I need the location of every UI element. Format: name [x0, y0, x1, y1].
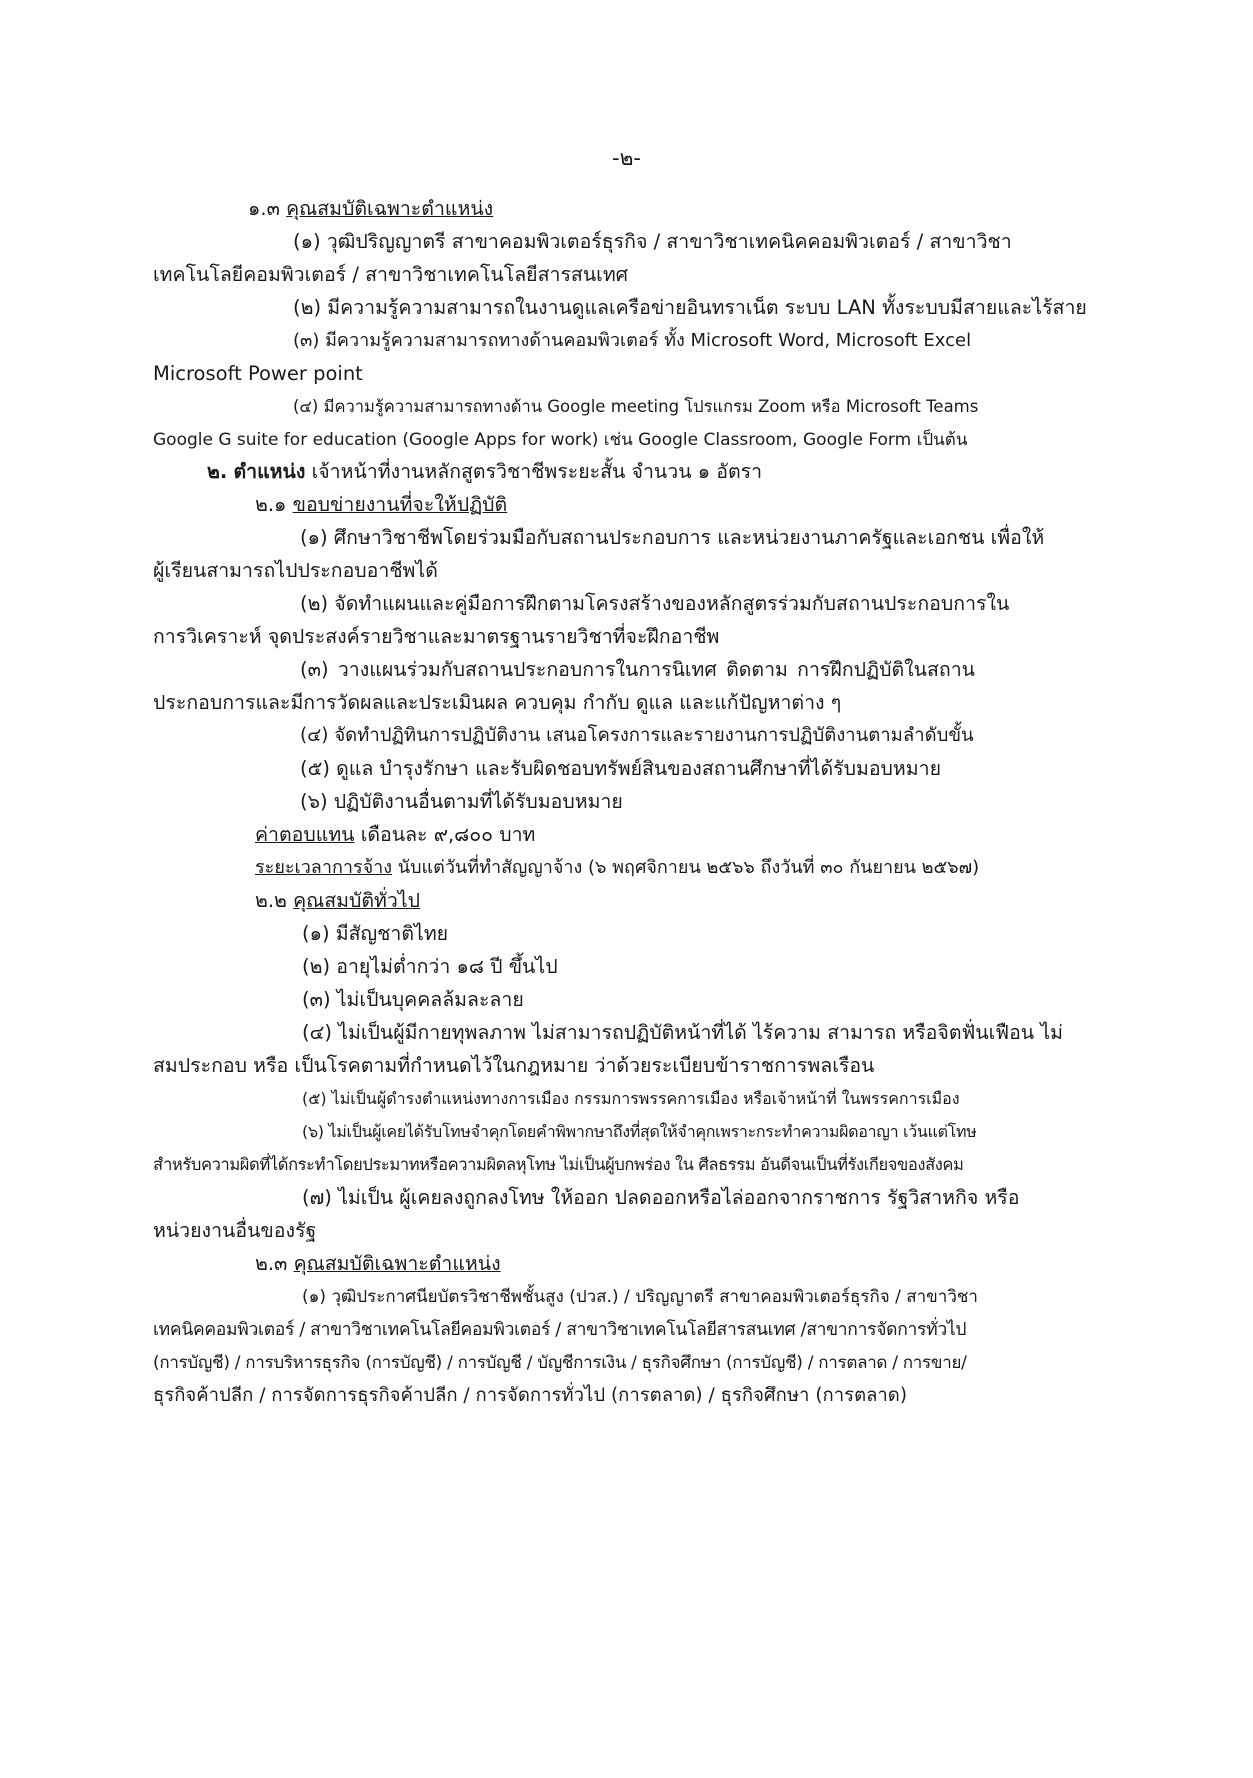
paragraph-line: (๑) มีสัญชาติไทย: [302, 922, 449, 945]
paragraph-line: (๗) ไม่เป็น ผู้เคยลงถูกลงโทษ ให้ออก ปลดออกหรือไล่ออกจากราชการ รัฐวิสาหกิจ หรือ: [302, 1186, 1020, 1209]
paragraph-line: หน่วยงานอื่นของรัฐ: [153, 1219, 317, 1242]
section-title: คุณสมบัติเฉพาะตำแหน่ง: [293, 1252, 501, 1275]
period-label: ระยะเวลาการจ้าง: [255, 857, 393, 878]
paragraph-line: (๒) มีความรู้ความสามารถในงานดูแลเครือข่ายอินทราเน็ต ระบบ LAN ทั้งระบบมีสายและไร้สาย: [293, 296, 1087, 319]
paragraph-line: (๕) ดูแล บำรุงรักษา และรับผิดชอบทรัพย์สินของสถานศึกษาที่ได้รับมอบหมาย: [300, 757, 941, 780]
paragraph-line: (๖) ไม่เป็นผู้เคยได้รับโทษจำคุกโดยคำพิพากษาถึงที่สุดให้จำคุกเพราะกระทำความผิดอาญา เว้นแต่โทษ: [302, 1122, 977, 1141]
section-2-1-heading: [255, 492, 507, 518]
paragraph-line: (๕) ไม่เป็นผู้ดำรงตำแหน่งทางการเมือง กรรมการพรรคการเมือง หรือเจ้าหน้าที่ ในพรรคการเมือง: [302, 1089, 960, 1108]
pay-line: [255, 822, 535, 848]
paragraph-line: (๔) จัดทำปฏิทินการปฏิบัติงาน เสนอโครงการและรายงานการปฏิบัติงานตามลำดับขั้น: [300, 725, 974, 746]
paragraph-line: ธุรกิจค้าปลีก / การจัดการธุรกิจค้าปลีก / การจัดการทั่วไป (การตลาด) / ธุรกิจศึกษา (การตลาด): [153, 1385, 908, 1406]
paragraph-line: Google G suite for education (Google Apps for work) เช่น Google Classroom, Google Form เป็นต้น: [153, 430, 968, 450]
section-number: ๒.: [207, 460, 228, 483]
paragraph-line: (การบัญชี) / การบริหารธุรกิจ (การบัญชี) / การบัญชี / บัญชีการเงิน / ธุรกิจศึกษา (การบัญชี) / การตลาด / การขาย/: [153, 1353, 967, 1373]
section-number: ๒.๑: [255, 493, 287, 516]
period-line: [255, 855, 979, 881]
paragraph-line: (๒) อายุไม่ต่ำกว่า ๑๘ ปี ขึ้นไป: [302, 955, 558, 978]
section-title: คุณสมบัติเฉพาะตำแหน่ง: [286, 197, 494, 220]
paragraph-line: (๔) มีความรู้ความสามารถทางด้าน Google meeting โปรแกรม Zoom หรือ Microsoft Teams: [293, 397, 979, 416]
paragraph-line: (๔) ไม่เป็นผู้มีกายทุพลภาพ ไม่สามารถปฏิบัติหน้าที่ได้ ไร้ความ สามารถ หรือจิตฟั่นเฟือน ไม่: [302, 1021, 1063, 1044]
page-number: -๒-: [612, 146, 641, 170]
paragraph-line: (๓) มีความรู้ความสามารถทางด้านคอมพิวเตอร์ ทั้ง Microsoft Word, Microsoft Excel: [293, 330, 972, 351]
paragraph-line: ประกอบการและมีการวัดผลและประเมินผล ควบคุม กำกับ ดูแล และแก้ปัญหาต่าง ๆ: [153, 691, 842, 714]
paragraph-line: ผู้เรียนสามารถไปประกอบอาชีพได้: [153, 559, 438, 582]
paragraph-line: (๓) วางแผนร่วมกับสถานประกอบการในการนิเทศ ติดตาม การฝึกปฏิบัติในสถาน: [300, 658, 975, 681]
paragraph-line: (๓) ไม่เป็นบุคคลล้มละลาย: [302, 988, 524, 1011]
paragraph-line: สมประกอบ หรือ เป็นโรคตามที่กำหนดไว้ในกฎหมาย ว่าด้วยระเบียบข้าราชการพลเรือน: [153, 1054, 875, 1077]
section-1-3-heading: [248, 196, 493, 222]
pay-text: เดือนละ ๙,๘๐๐ บาท: [354, 823, 536, 846]
section-number: ๒.๒: [255, 889, 287, 912]
section-number: ๒.๓: [255, 1252, 288, 1275]
paragraph-line: (๑) ศึกษาวิชาชีพโดยร่วมมือกับสถานประกอบการ และหน่วยงานภาครัฐและเอกชน เพื่อให้: [300, 526, 1045, 549]
position-text: เจ้าหน้าที่งานหลักสูตรวิชาชีพระยะสั้น จำนวน ๑ อัตรา: [311, 460, 763, 483]
section-2-2-heading: [255, 888, 420, 914]
paragraph-line: (๑) วุฒิปริญญาตรี สาขาคอมพิวเตอร์ธุรกิจ / สาขาวิชาเทคนิคคอมพิวเตอร์ / สาขาวิชา: [293, 230, 1012, 253]
paragraph-line: (๑) วุฒิประกาศนียบัตรวิชาชีพชั้นสูง (ปวส.) / ปริญญาตรี สาขาคอมพิวเตอร์ธุรกิจ / สาขาวิชา: [302, 1287, 978, 1307]
paragraph-line: (๒) จัดทำแผนและคู่มือการฝึกตามโครงสร้างของหลักสูตรร่วมกับสถานประกอบการใน: [300, 592, 1010, 615]
section-title: ขอบข่ายงานที่จะให้ปฏิบัติ: [292, 493, 508, 516]
section-title: คุณสมบัติทั่วไป: [293, 889, 421, 912]
section-2-3-heading: [255, 1251, 501, 1277]
position-label: ตำแหน่ง: [233, 460, 306, 483]
paragraph-line: เทคนิคคอมพิวเตอร์ / สาขาวิชาเทคโนโลยีคอมพิวเตอร์ / สาขาวิชาเทคโนโลยีสารสนเทศ /สาขาการจัดการทั่วไป: [153, 1320, 967, 1340]
paragraph-line: สำหรับความผิดที่ได้กระทำโดยประมาทหรือความผิดลหุโทษ ไม่เป็นผู้บกพร่อง ใน ศีลธรรม อันดีจนเป็นที่รังเกียจของสังคม: [153, 1155, 964, 1174]
pay-label: ค่าตอบแทน: [255, 823, 355, 846]
section-number: ๑.๓: [248, 197, 280, 220]
paragraph-line: การวิเคราะห์ จุดประสงค์รายวิชาและมาตรฐานรายวิชาที่จะฝึกอาชีพ: [153, 625, 720, 648]
paragraph-line: (๖) ปฏิบัติงานอื่นตามที่ได้รับมอบหมาย: [300, 790, 623, 813]
paragraph-line: เทคโนโลยีคอมพิวเตอร์ / สาขาวิชาเทคโนโลยีสารสนเทศ: [153, 263, 629, 286]
period-text: นับแต่วันที่ทำสัญญาจ้าง (๖ พฤศจิกายน ๒๕๖๖ ถึงวันที่ ๓๐ กันยายน ๒๕๖๗): [392, 857, 980, 878]
paragraph-line: Microsoft Power point: [153, 362, 363, 385]
section-2-heading: [207, 459, 762, 485]
